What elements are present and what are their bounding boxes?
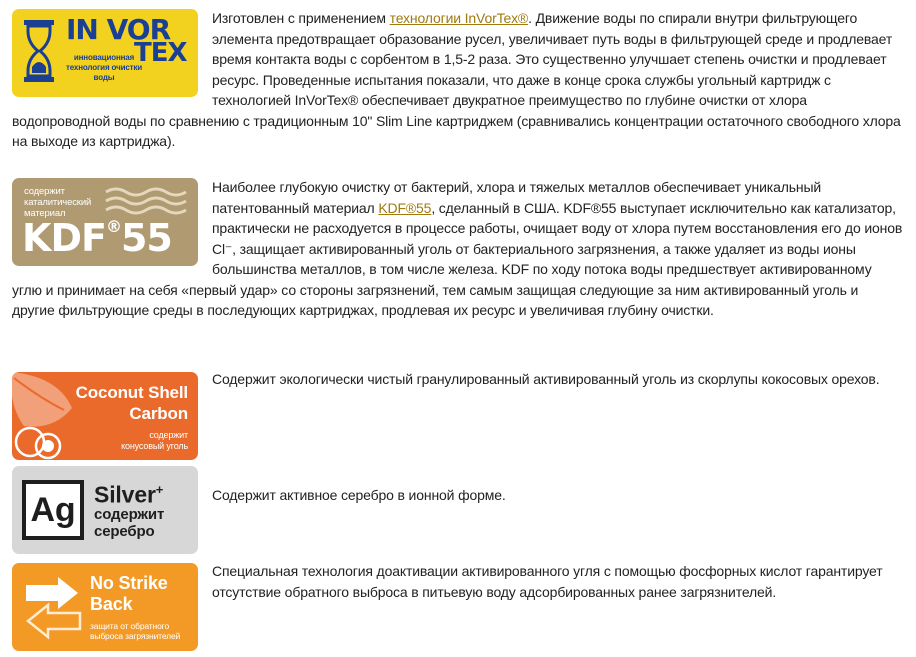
arrows-icon	[22, 573, 84, 641]
nostrike-subtitle: защита от обратного выброса загрязнителей	[90, 621, 181, 641]
coconut-badge	[12, 372, 198, 460]
kdf-section	[12, 177, 904, 321]
silver-section	[12, 464, 904, 560]
kdf-badge	[12, 178, 198, 266]
coconut-section	[12, 369, 904, 466]
invortex-description: Изготовлен с применением технологии InVorTex®. Движение воды по спирали внутри фильтрующего элемента предотвращает образование русел, увеличивает путь воды в фильтрующей среде и продлевает время контакта воды с сорбентом в 1,5-2 раза. Это существенно улучшает степень очистки и продлевает ресурс. Проведенные испытания показали, что даже в конце срока службы угольный картридж с технологией InVorTex® обеспечивает двукратное преимущество по глубине очистки от хлора водопроводной воды по сравнению с традиционным 10" Slim Line картриджем (сравнивались концентрации остаточного свободного хлора на выходе из картриджа).	[12, 10, 901, 149]
invortex-subtitle: инновационная технология очистки воды	[65, 53, 143, 82]
invortex-logo-word1: IN VOR	[66, 13, 171, 46]
hourglass-icon	[22, 19, 56, 83]
nostrike-title: No Strike Back	[90, 573, 168, 614]
nostrike-badge	[12, 563, 198, 651]
invortex-section	[12, 8, 904, 152]
silver-title: Silver+	[94, 481, 164, 508]
invortex-logo-word2: TEX	[134, 38, 187, 68]
coconut-title: Coconut Shell Carbon	[75, 383, 188, 423]
silver-description: Содержит активное серебро в ионной форме.	[212, 487, 506, 503]
silver-symbol: Ag	[22, 480, 84, 540]
nostrike-section	[12, 561, 904, 657]
silver-subtitle: содержит серебро	[94, 506, 165, 540]
invortex-badge	[12, 9, 198, 97]
kdf-link[interactable]: KDF®55	[378, 199, 432, 216]
invortex-link[interactable]: технологии InVorTex®	[389, 10, 529, 26]
kdf-caption: содержит каталитический материал	[24, 186, 92, 219]
kdf-description: Наиболее глубокую очистку от бактерий, хлора и тяжелых металлов обеспечивает уникальный патентованный материал KDF®55, сделанный в США. KDF®55 выступает исключительно как катализатор, практически не расходуется в процессе работы, очищает воду от хлора путем восстановления его до ионов Cl⁻, защищает активированный уголь от бактериального загрязнения, а также удаляет из воды ионы большинства металлов, в том числе железа. KDF по ходу потока воды предшествует активированному углю и принимает на себя «первый удар» со стороны загрязнений, тем самым защищая следующие за ним активированный уголь и другие фильтрующие среды в последующих картриджах, продлевая их ресурс и увеличивая глубину очистки.	[12, 179, 903, 318]
silver-badge	[12, 466, 198, 554]
nostrike-description: Специальная технология доактивации активированного угля с помощью фосфорных кислот гарантирует отсутствие обратного выброса в питьевую воду адсорбированных ранее загрязнителей.	[212, 563, 883, 600]
kdf-logo: KDF®55	[22, 216, 172, 260]
coconut-description: Содержит экологически чистый гранулированный активированный уголь из скорлупы кокосовых орехов.	[212, 371, 880, 387]
coconut-subtitle: содержит конусовый уголь	[121, 430, 188, 451]
waves-icon	[104, 184, 194, 220]
